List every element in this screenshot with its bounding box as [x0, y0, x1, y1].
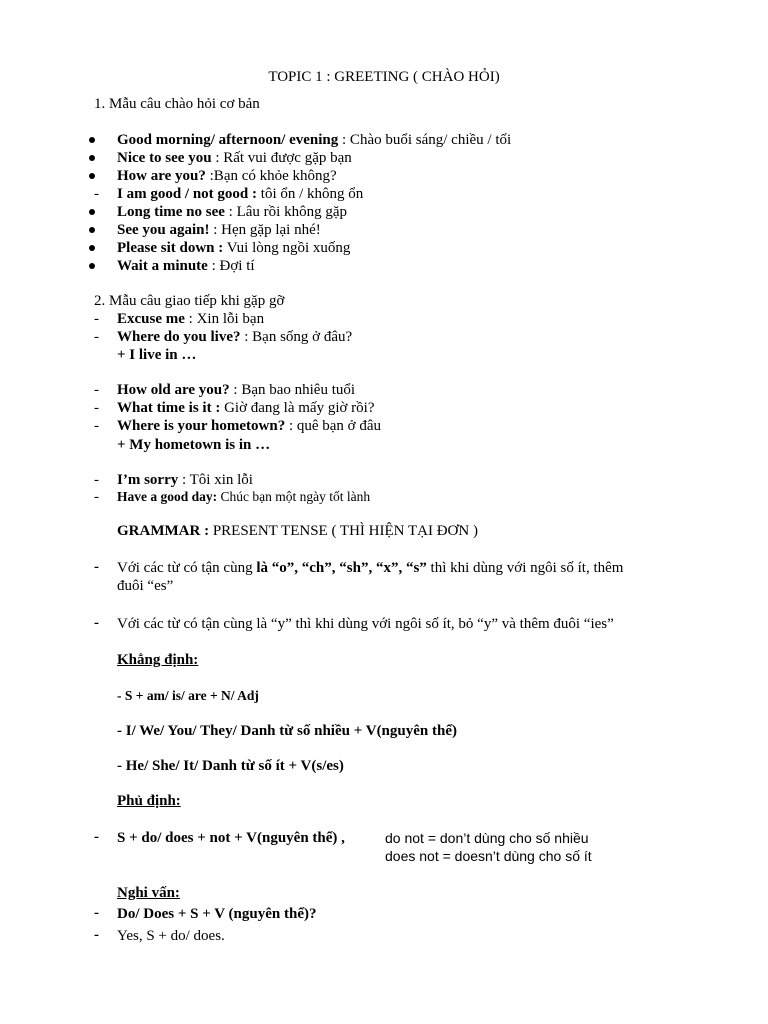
dash-marker: - [94, 418, 99, 434]
list-item: Where do you live? : Bạn sống ở đâu? [117, 329, 353, 345]
dash-marker: - [94, 400, 99, 416]
negative-note-2: does not = doesn’t dùng cho số ít [385, 848, 592, 864]
grammar-heading: GRAMMAR : PRESENT TENSE ( THÌ HIỆN TẠI ĐƠN ) [117, 523, 478, 539]
list-item: What time is it : Giờ đang là mấy giờ rồi? [117, 400, 375, 416]
list-item: Where is your hometown? : quê bạn ở đâu [117, 418, 382, 434]
negative-formula: S + do/ does + not + V(nguyên thể) , [117, 830, 345, 846]
grammar-rule-2: Với các từ có tận cùng là “y” thì khi dùng với ngôi số ít, bỏ “y” và thêm đuôi “ies” [117, 616, 614, 632]
dash-marker: - [94, 489, 99, 505]
question-formula: Do/ Does + S + V (nguyên thể)? [117, 906, 317, 922]
list-item: Good morning/ afternoon/ evening : Chào buổi sáng/ chiều / tối [117, 132, 512, 148]
dash-marker: - [94, 615, 99, 631]
list-item: I’m sorry : Tôi xin lỗi [117, 472, 253, 488]
list-item: Wait a minute : Đợi tí [117, 258, 255, 274]
list-item: Have a good day: Chúc bạn một ngày tốt lành [117, 489, 371, 504]
grammar-rule-1-cont: đuôi “es” [117, 578, 174, 594]
bullet-icon [89, 173, 95, 179]
dash-marker: - [94, 829, 99, 845]
list-item: See you again! : Hẹn gặp lại nhé! [117, 222, 321, 238]
question-answer: Yes, S + do/ does. [117, 928, 225, 944]
dash-marker: - [94, 382, 99, 398]
grammar-rule-1: Với các từ có tận cùng là “o”, “ch”, “sh”, “x”, “s” thì khi dùng với ngôi số ít, thêm [117, 560, 624, 576]
list-item: Excuse me : Xin lỗi bạn [117, 311, 265, 327]
page-title: TOPIC 1 : GREETING ( CHÀO HỎI) [268, 69, 500, 85]
dash-marker: - [94, 905, 99, 921]
list-item: + My hometown is in … [117, 437, 271, 453]
affirmative-formula-1: - S + am/ is/ are + N/ Adj [117, 688, 259, 703]
section2-heading: 2. Mẫu câu giao tiếp khi gặp gỡ [94, 293, 285, 309]
dash-marker: - [94, 472, 99, 488]
affirmative-label: Khẳng định: [117, 652, 199, 668]
negative-label: Phủ định: [117, 793, 181, 809]
dash-marker: - [94, 329, 99, 345]
negative-note-1: do not = don’t dùng cho số nhiều [385, 830, 589, 846]
list-item: How old are you? : Bạn bao nhiêu tuổi [117, 382, 356, 398]
list-item: Please sit down : Vui lòng ngồi xuống [117, 240, 351, 256]
section1-heading: 1. Mẫu câu chào hỏi cơ bản [94, 96, 260, 112]
list-item: Nice to see you : Rất vui được gặp bạn [117, 150, 352, 166]
bullet-icon [89, 263, 95, 269]
bullet-icon [89, 227, 95, 233]
list-item: Long time no see : Lâu rồi không gặp [117, 204, 347, 220]
dash-marker: - [94, 927, 99, 943]
dash-marker: - [94, 311, 99, 327]
question-label: Nghi vấn: [117, 885, 180, 901]
list-item: How are you? :Bạn có khỏe không? [117, 168, 337, 184]
bullet-icon [89, 155, 95, 161]
list-item: I am good / not good : tôi ổn / không ổn [117, 186, 364, 202]
dash-marker: - [94, 559, 99, 575]
list-item: + I live in … [117, 347, 197, 363]
bullet-icon [89, 209, 95, 215]
bullet-icon [89, 245, 95, 251]
affirmative-formula-3: - He/ She/ It/ Danh từ số ít + V(s/es) [117, 758, 344, 774]
dash-marker: - [94, 186, 99, 202]
bullet-icon [89, 137, 95, 143]
affirmative-formula-2: - I/ We/ You/ They/ Danh từ số nhiều + V(nguyên thể) [117, 723, 457, 739]
